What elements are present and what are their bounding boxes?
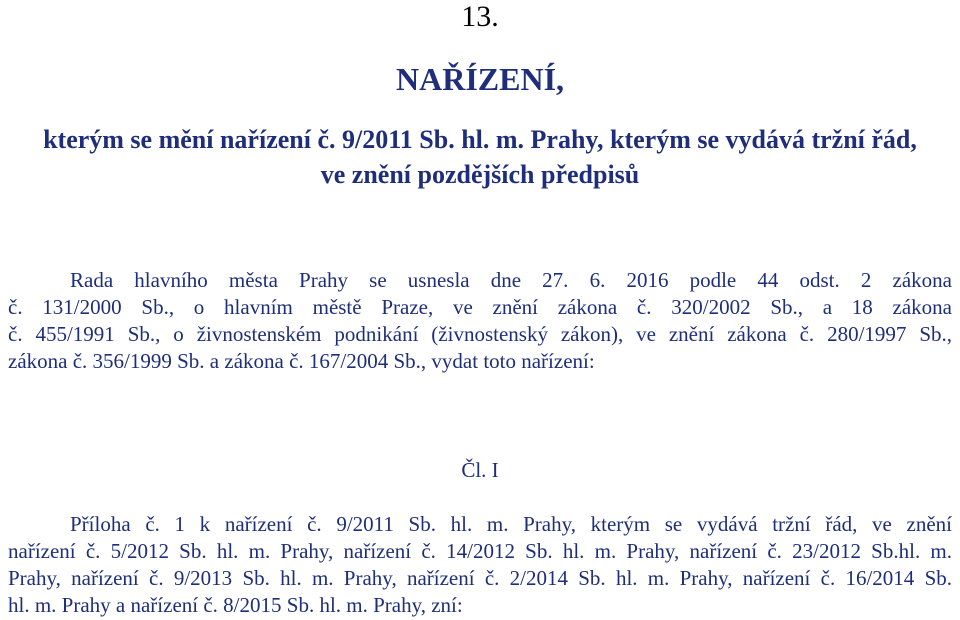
subtitle-line-2: ve znění pozdějších předpisů — [320, 160, 640, 189]
subtitle-line-1: kterým se mění nařízení č. 9/2011 Sb. hl. m. Prahy, kterým se vydává tržní řád, — [43, 125, 917, 154]
article-line-1: Příloha č. 1 k nařízení č. 9/2011 Sb. hl. m. Prahy, kterým se vydává tržní řád, ve znění — [70, 512, 952, 536]
document-number: 13. — [461, 0, 499, 33]
article-line-2: nařízení č. 5/2012 Sb. hl. m. Prahy, nařízení č. 14/2012 Sb. hl. m. Prahy, nařízení č. 23/2012 Sb.hl. m. — [8, 539, 952, 563]
article-heading: Čl. I — [461, 458, 499, 482]
article-line-4: hl. m. Prahy a nařízení č. 8/2015 Sb. hl. m. Prahy, zní: — [8, 593, 463, 617]
intro-line-3: č. 455/1991 Sb., o živnostenském podnikání (živnostenský zákon), ve znění zákona č. 280/1997 Sb., — [8, 322, 952, 346]
intro-line-1: Rada hlavního města Prahy se usnesla dne 27. 6. 2016 podle 44 odst. 2 zákona — [70, 268, 952, 292]
intro-line-2: č. 131/2000 Sb., o hlavním městě Praze, ve znění zákona č. 320/2002 Sb., a 18 zákona — [8, 295, 952, 319]
document-title: NAŘÍZENÍ, — [395, 61, 565, 97]
intro-line-4: zákona č. 356/1999 Sb. a zákona č. 167/2004 Sb., vydat toto nařízení: — [8, 349, 595, 373]
article-line-3: Prahy, nařízení č. 9/2013 Sb. hl. m. Prahy, nařízení č. 2/2014 Sb. hl. m. Prahy, nařízení č. 16/2014 Sb. — [8, 566, 952, 590]
